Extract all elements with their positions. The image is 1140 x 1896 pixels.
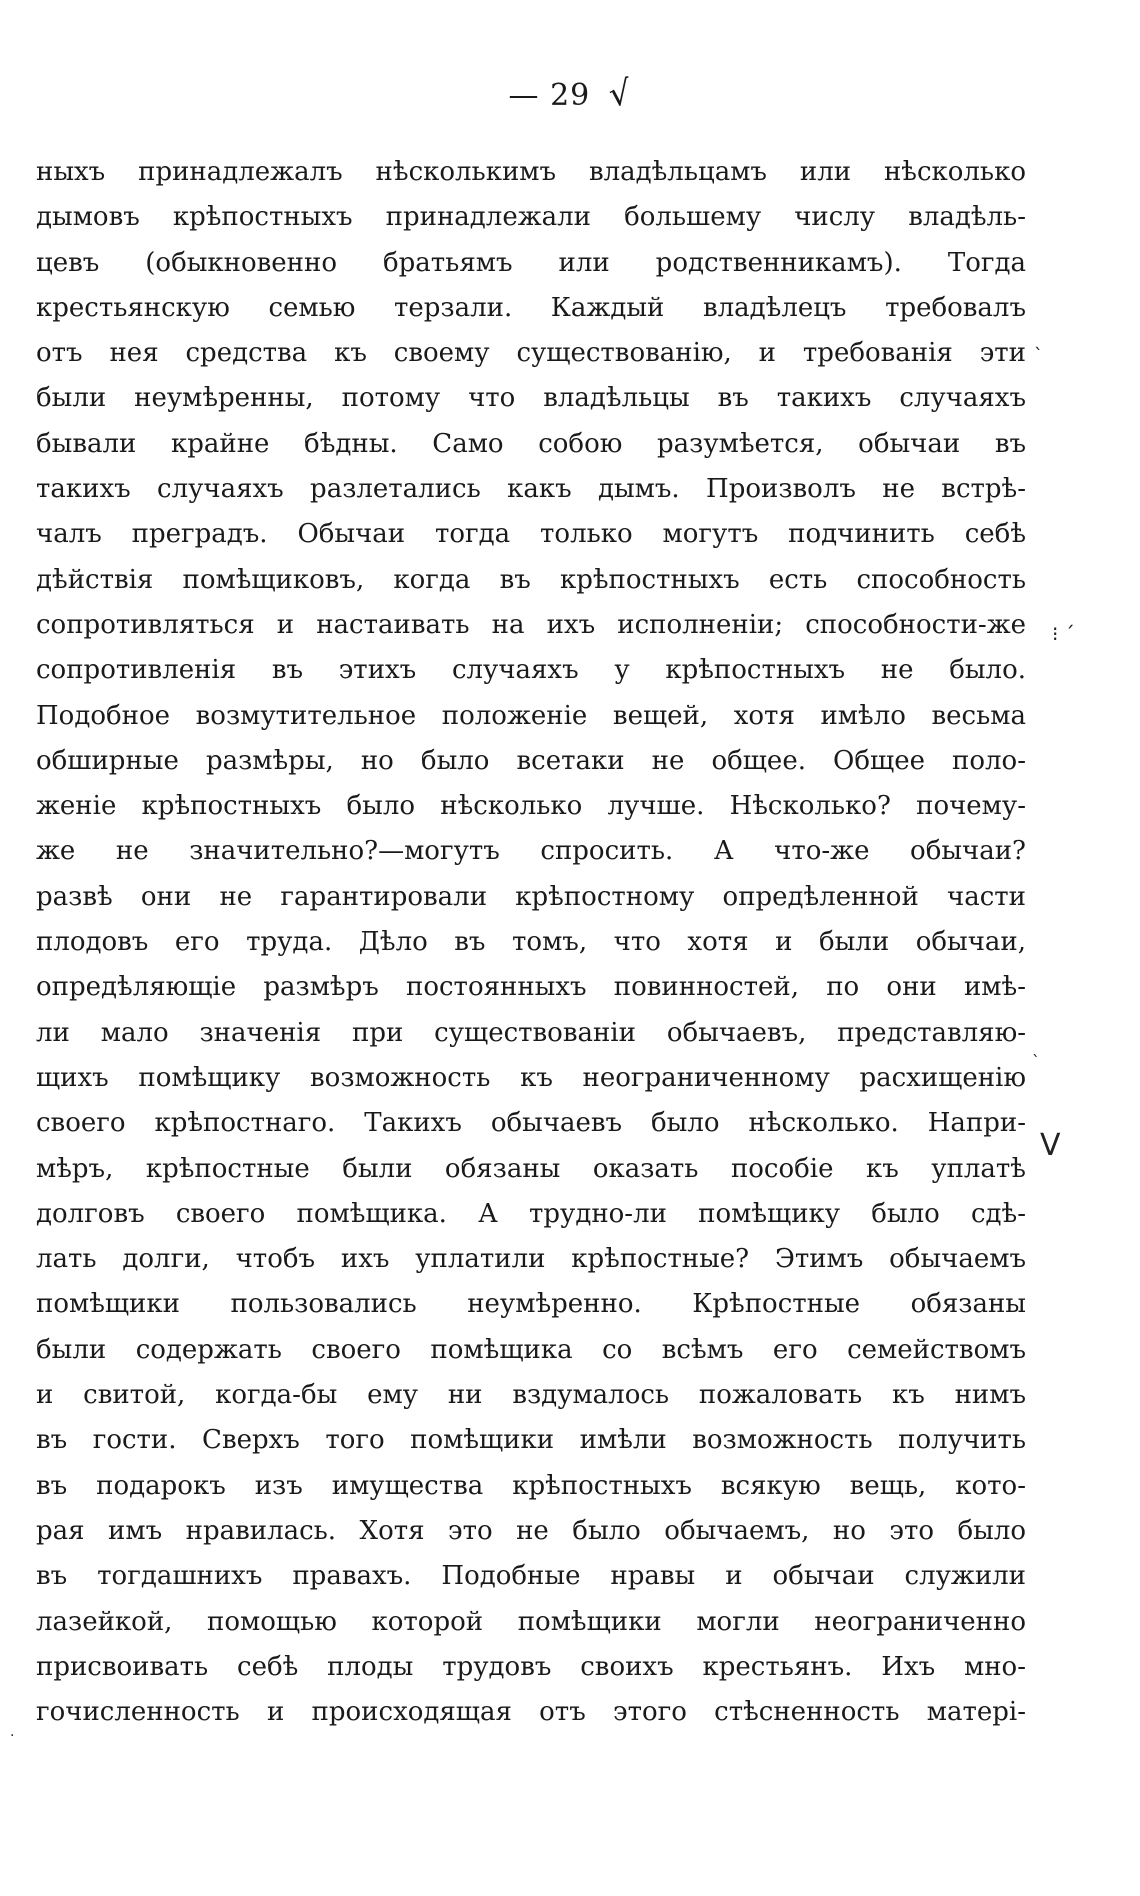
text-line: сопротивляться и настаивать на ихъ исполненіи; способности-же <box>36 609 1026 640</box>
text-line: сопротивленія въ этихъ случаяхъ у крѣпостныхъ не было. <box>36 655 1026 686</box>
text-line: ныхъ принадлежалъ нѣсколькимъ владѣльцамъ или нѣсколько <box>36 157 1026 187</box>
text-line: своего крѣпостнаго. Такихъ обычаевъ было нѣсколько. Напри- <box>36 1108 1026 1139</box>
text-line: щихъ помѣщику возможность къ неограниченному расхищенію <box>36 1062 1026 1093</box>
text-line: женіе крѣпостныхъ было нѣсколько лучше. Нѣсколько? почему- <box>36 791 1026 822</box>
text-line: развѣ они не гарантировали крѣпостному опредѣленной части <box>36 881 1026 912</box>
text-line: чалъ преградъ. Обычаи тогда только могутъ подчинить себѣ <box>36 519 1026 550</box>
text-line: ли мало значенія при существованіи обычаевъ, представляю- <box>36 1017 1026 1048</box>
text-line: бывали крайне бѣдны. Само собою разумѣется, обычаи въ <box>36 428 1026 459</box>
text-line: въ подарокъ изъ имущества крѣпостныхъ всякую вещь, кото- <box>36 1470 1026 1501</box>
page-header <box>0 74 1140 114</box>
text-line: лать долги, чтобъ ихъ уплатили крѣпостные? Этимъ обычаемъ <box>36 1244 1026 1275</box>
text-line: въ гости. Сверхъ того помѣщики имѣли возможность получить <box>36 1425 1026 1456</box>
margin-mark: ˋ <box>1034 345 1043 366</box>
text-line: гочисленность и происходящая отъ этого стѣсненность матері- <box>36 1697 1026 1728</box>
text-line: рая имъ нравилась. Хотя это не было обычаемъ, но это было <box>36 1515 1026 1546</box>
text-line: крестьянскую семью терзали. Каждый владѣлецъ требовалъ <box>36 292 1026 323</box>
text-line: опредѣляющіе размѣръ постоянныхъ повинностей, по они имѣ- <box>36 972 1026 1003</box>
text-line: такихъ случаяхъ разлетались какъ дымъ. Произволъ не встрѣ- <box>36 474 1026 505</box>
text-line: были содержать своего помѣщика со всѣмъ его семействомъ <box>36 1334 1026 1365</box>
text-line: лазейкой, помощью которой помѣщики могли неограниченно <box>36 1606 1026 1637</box>
text-line: дымовъ крѣпостныхъ принадлежали большему числу владѣль- <box>36 202 1026 233</box>
body-text <box>36 150 1026 1735</box>
check-mark-icon: √ <box>606 72 635 116</box>
margin-mark: ˋ <box>1032 1052 1040 1071</box>
text-line: цевъ (обыкновенно братьямъ или родственникамъ). Тогда <box>36 247 1026 278</box>
text-line: плодовъ его труда. Дѣло въ томъ, что хотя и были обычаи, <box>36 927 1026 958</box>
text-line: и свитой, когда-бы ему ни вздумалось пожаловать къ нимъ <box>36 1380 1026 1411</box>
page-number: — 29 <box>508 78 591 113</box>
text-line: дѣйствія помѣщиковъ, когда въ крѣпостныхъ есть способность <box>36 564 1026 595</box>
text-line: же не значительно?—могутъ спросить. А что-же обычаи? <box>36 836 1026 867</box>
text-line: присвоивать себѣ плоды трудовъ своихъ крестьянъ. Ихъ мно- <box>36 1651 1026 1682</box>
text-line: помѣщики пользовались неумѣренно. Крѣпостные обязаны <box>36 1289 1026 1320</box>
text-line: мѣръ, крѣпостные были обязаны оказать пособіе къ уплатѣ <box>36 1153 1026 1184</box>
margin-mark: · <box>10 1728 15 1744</box>
text-line: долговъ своего помѣщика. А трудно-ли помѣщику было сдѣ- <box>36 1198 1026 1229</box>
text-line: въ тогдашнихъ правахъ. Подобные нравы и обычаи служили <box>36 1561 1026 1592</box>
text-line: Подобное возмутительное положеніе вещей, хотя имѣло весьма <box>36 700 1026 731</box>
text-line: были неумѣренны, потому что владѣльцы въ такихъ случаяхъ <box>36 383 1026 414</box>
margin-check-mark: V <box>1040 1128 1061 1163</box>
text-line: отъ нея средства къ своему существованію, и требованія эти <box>36 338 1026 369</box>
margin-mark: ⁝ ˊ <box>1052 622 1075 646</box>
text-line: обширные размѣры, но было всетаки не общее. Общее поло- <box>36 745 1026 776</box>
